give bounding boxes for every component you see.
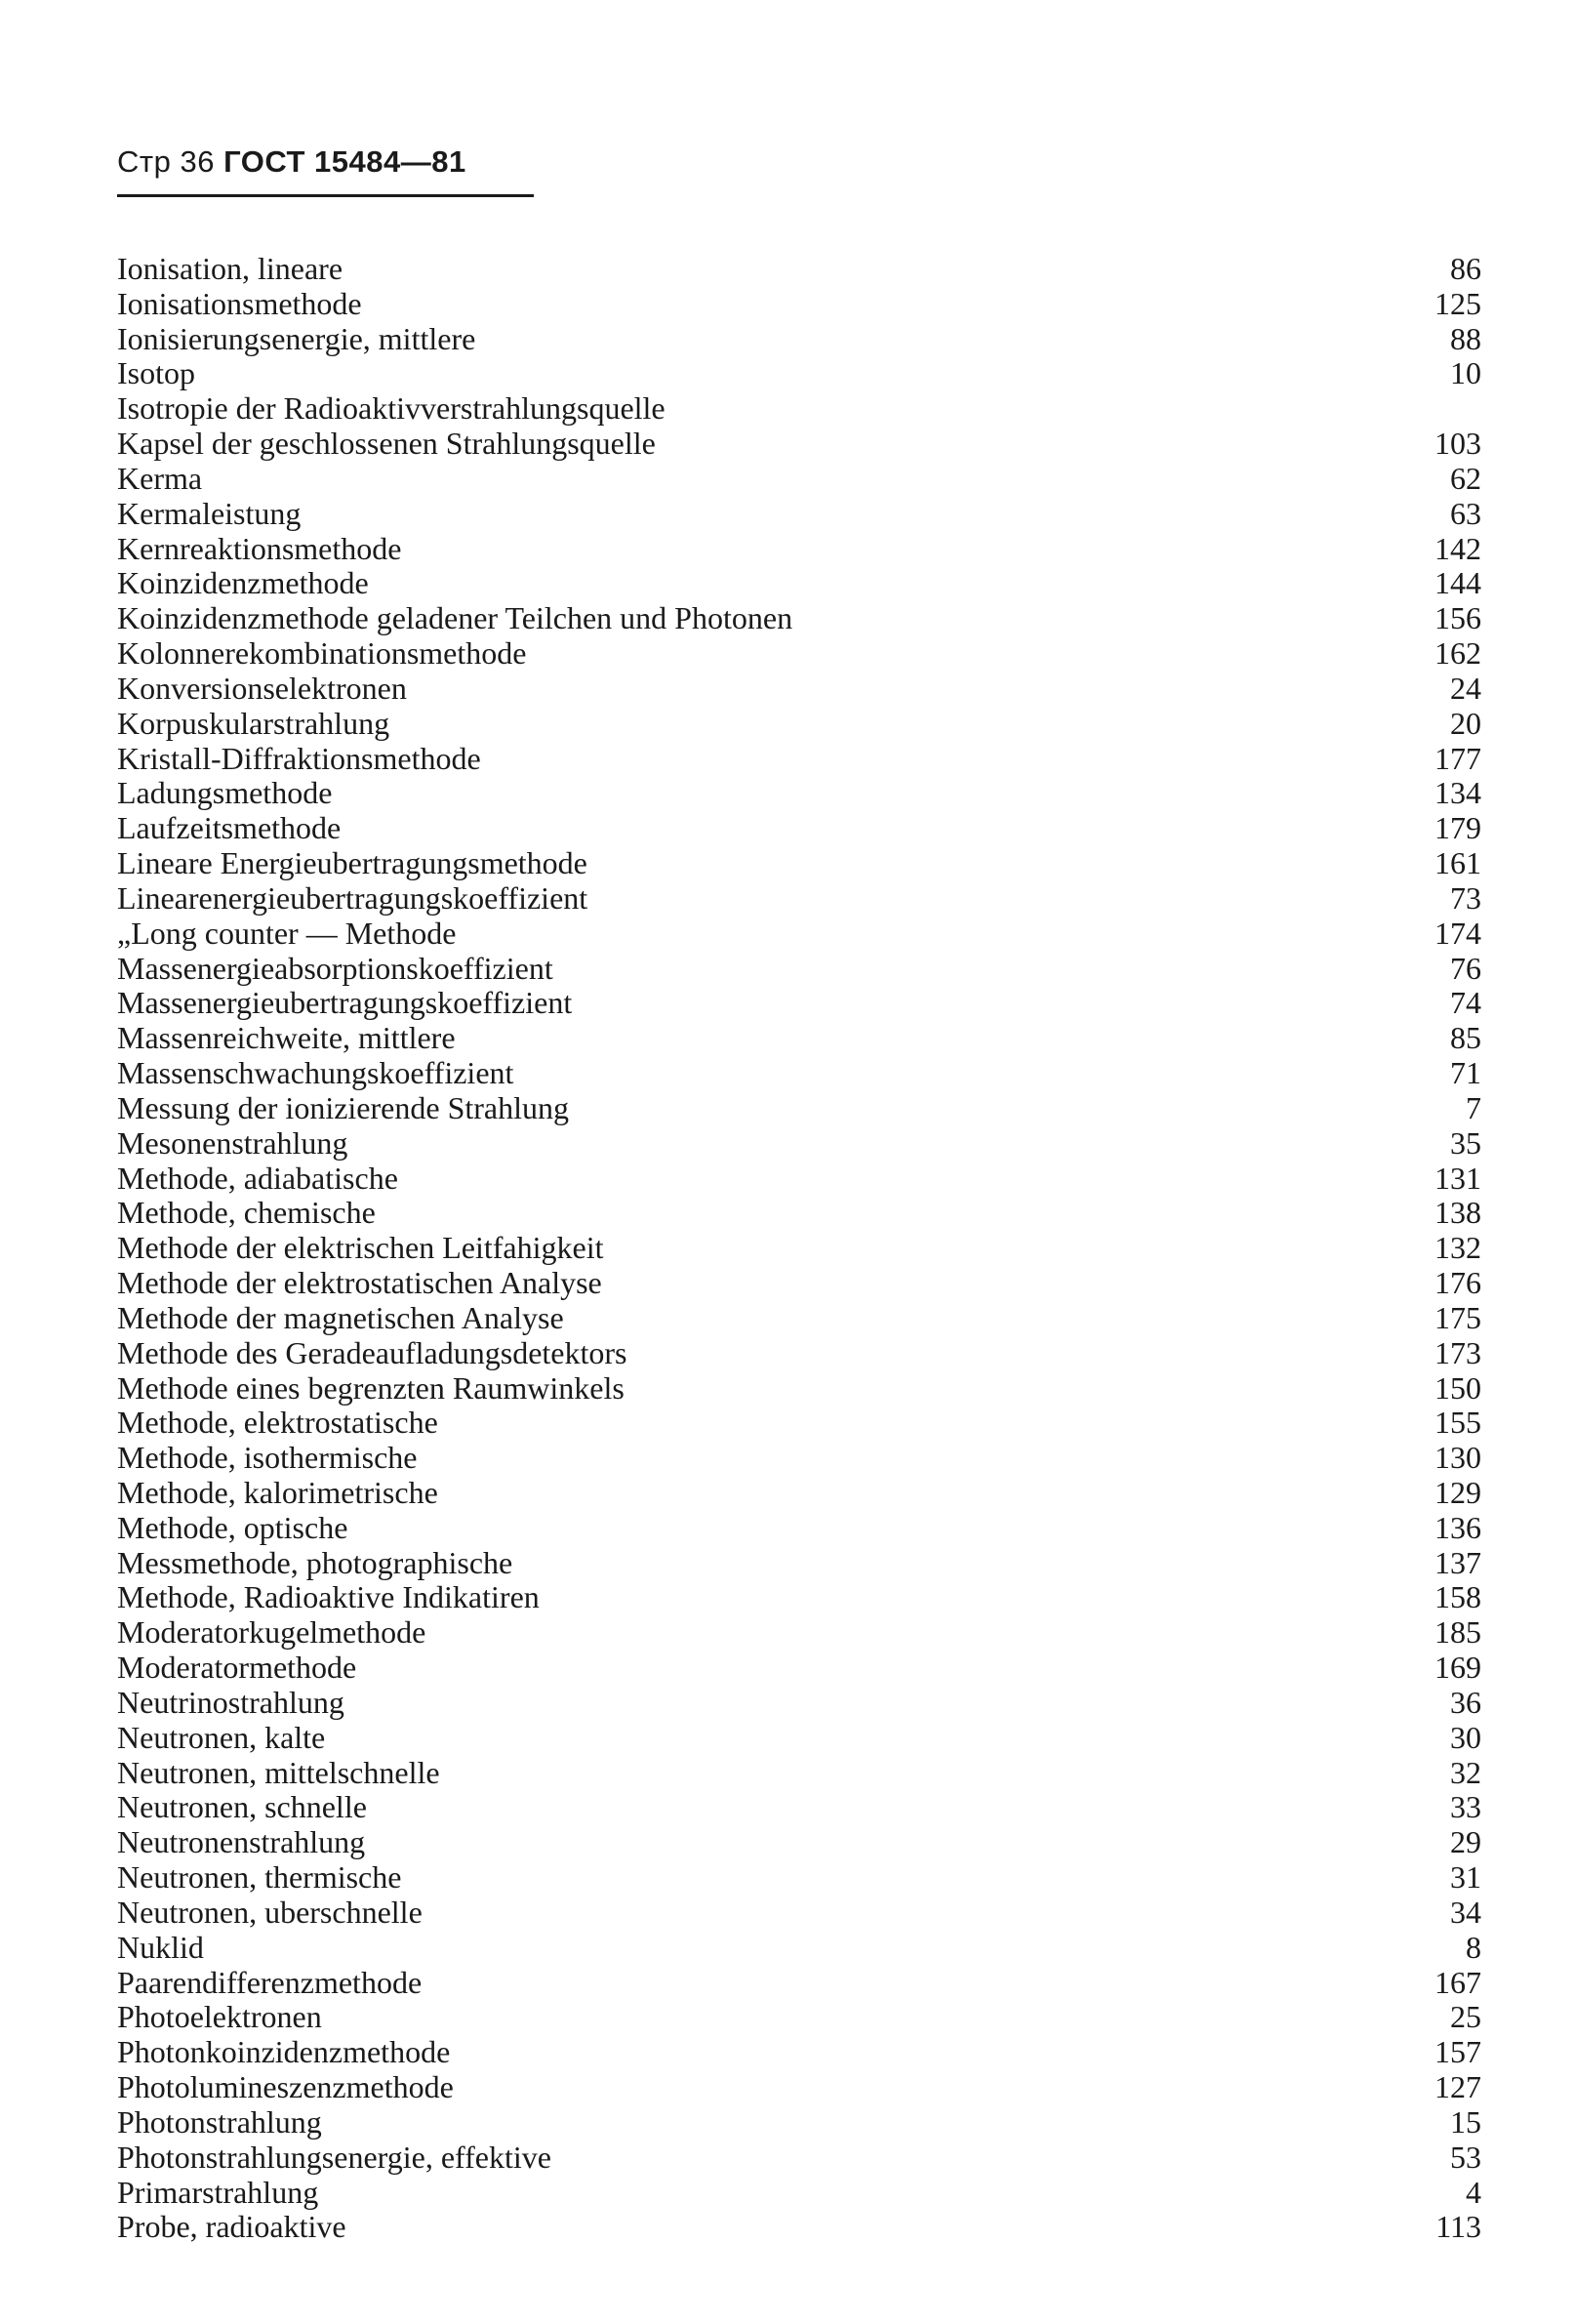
index-entry	[117, 742, 1481, 777]
index-entry	[117, 672, 1481, 707]
index-page-number: 31	[1450, 1859, 1481, 1896]
index-term: Korpuskularstrahlung	[117, 705, 390, 741]
index-entry	[117, 1126, 1481, 1162]
index-entry	[117, 566, 1481, 601]
index-page-number: 4	[1466, 2174, 1481, 2210]
index-entry	[117, 1966, 1481, 2001]
index-page-number: 130	[1434, 1440, 1481, 1476]
index-entry	[117, 986, 1481, 1021]
index-term: Massenergieabsorptionskoeffizient	[117, 950, 553, 986]
index-term: Paarendifferenzmethode	[117, 1964, 423, 2000]
index-page-number: 74	[1450, 985, 1481, 1021]
index-entry	[117, 1651, 1481, 1686]
index-term: Methode eines begrenzten Raumwinkels	[117, 1369, 625, 1406]
index-page-number: 53	[1450, 2139, 1481, 2175]
index-entry	[117, 2141, 1481, 2176]
index-entry	[117, 1231, 1481, 1266]
index-entry	[117, 1546, 1481, 1581]
index-page-number: 129	[1434, 1474, 1481, 1510]
index-term: Methode, elektrostatische	[117, 1405, 438, 1441]
index-page-number: 25	[1450, 1999, 1481, 2035]
index-term: Methode, chemische	[117, 1195, 376, 1231]
index-term: Neutrinostrahlung	[117, 1684, 344, 1720]
index-term: Photonkoinzidenzmethode	[117, 2034, 451, 2070]
index-page-number: 137	[1434, 1544, 1481, 1580]
index-term: Methode, optische	[117, 1509, 348, 1545]
index-entry	[117, 1931, 1481, 1966]
index-entry	[117, 462, 1481, 497]
index-page-number: 85	[1450, 1020, 1481, 1056]
index-page-number: 34	[1450, 1894, 1481, 1930]
index-entry	[117, 1790, 1481, 1825]
index-term: Methode des Geradeaufladungsdetektors	[117, 1334, 627, 1370]
index-page-number: 176	[1434, 1265, 1481, 1301]
index-page-number: 132	[1434, 1230, 1481, 1266]
index-term: Methode der elektrischen Leitfahigkeit	[117, 1230, 604, 1266]
index-page-number: 30	[1450, 1719, 1481, 1755]
index-page-number: 144	[1434, 565, 1481, 601]
index-term: Methode, isothermische	[117, 1440, 418, 1476]
index-page-number: 86	[1450, 251, 1481, 286]
index-entry	[117, 707, 1481, 742]
index-page-number: 103	[1434, 426, 1481, 462]
index-entry	[117, 2105, 1481, 2141]
index-page-number: 142	[1434, 530, 1481, 566]
index-term: Probe, radioaktive	[117, 2209, 346, 2245]
index-term: Photolumineszenzmethode	[117, 2069, 454, 2105]
index-entry	[117, 497, 1481, 532]
index-term: Ladungsmethode	[117, 775, 333, 811]
index-term: Lineare Energieubertragungsmethode	[117, 845, 587, 881]
index-page-number: 169	[1434, 1650, 1481, 1686]
index-page-number: 20	[1450, 705, 1481, 741]
index-term: Methode der magnetischen Analyse	[117, 1299, 564, 1335]
index-page-number: 7	[1466, 1089, 1481, 1125]
header-divider	[117, 194, 534, 197]
index-term: Massenschwachungskoeffizient	[117, 1055, 514, 1091]
index-term: Konversionselektronen	[117, 670, 407, 706]
index-page-number: 173	[1434, 1334, 1481, 1370]
index-entry	[117, 1476, 1481, 1511]
index-page-number: 158	[1434, 1579, 1481, 1615]
index-entry	[117, 776, 1481, 811]
index-entry	[117, 1266, 1481, 1301]
index-page-number: 157	[1434, 2034, 1481, 2070]
index-entry	[117, 1162, 1481, 1197]
index-entry	[117, 1371, 1481, 1407]
index-page-number: 113	[1435, 2209, 1481, 2245]
index-entry	[117, 1441, 1481, 1476]
index-page-number: 136	[1434, 1509, 1481, 1545]
index-page-number: 150	[1434, 1369, 1481, 1406]
index-entry	[117, 1825, 1481, 1860]
index-term: Ionisationsmethode	[117, 285, 362, 321]
index-term: Neutronen, uberschnelle	[117, 1894, 423, 1930]
index-term: Kristall-Diffraktionsmethode	[117, 740, 481, 776]
index-term: Isotropie der Radioaktivverstrahlungsquelle	[117, 390, 666, 427]
index-entry	[117, 1896, 1481, 1931]
index-term: Neutronenstrahlung	[117, 1824, 366, 1860]
index-term: Methode, Radioaktive Indikatiren	[117, 1579, 540, 1615]
index-page-number: 177	[1434, 740, 1481, 776]
index-page-number: 161	[1434, 845, 1481, 881]
index-page-number: 185	[1434, 1614, 1481, 1651]
index-entry	[117, 2210, 1481, 2245]
index-page-number: 88	[1450, 320, 1481, 356]
index-page-number: 162	[1434, 635, 1481, 672]
index-term: Messung der ionizierende Strahlung	[117, 1089, 569, 1125]
index-term: Kermaleistung	[117, 495, 302, 531]
index-term: Kerma	[117, 460, 203, 496]
index-term: Methode, kalorimetrische	[117, 1474, 438, 1510]
index-entry	[117, 532, 1481, 567]
index-page-number: 76	[1450, 950, 1481, 986]
index-entry	[117, 1406, 1481, 1441]
index-page-number: 134	[1434, 775, 1481, 811]
index-page-number: 24	[1450, 670, 1481, 706]
index-entry	[117, 1580, 1481, 1615]
index-page-number: 175	[1434, 1299, 1481, 1335]
index-page-number: 63	[1450, 495, 1481, 531]
index-term: Messmethode, photographische	[117, 1544, 513, 1580]
index-page-number: 125	[1434, 285, 1481, 321]
index-entry	[117, 2070, 1481, 2105]
index-entry	[117, 881, 1481, 917]
index-entry	[117, 1721, 1481, 1756]
index-term: Kernreaktionsmethode	[117, 530, 402, 566]
index-page-number: 167	[1434, 1964, 1481, 2000]
index-entry	[117, 1686, 1481, 1721]
index-page-number: 138	[1434, 1195, 1481, 1231]
index-term: Moderatorkugelmethode	[117, 1614, 426, 1651]
index-term: Kapsel der geschlossenen Strahlungsquelle	[117, 426, 656, 462]
index-term: Mesonenstrahlung	[117, 1124, 348, 1161]
index-entry	[117, 391, 1481, 427]
index-page-number: 131	[1434, 1160, 1481, 1196]
index-page-number: 32	[1450, 1754, 1481, 1790]
index-page-number: 33	[1450, 1789, 1481, 1825]
index-page-number: 15	[1450, 2103, 1481, 2140]
index-entry	[117, 1336, 1481, 1371]
index-entry	[117, 1021, 1481, 1056]
index-term: Neutronen, kalte	[117, 1719, 326, 1755]
index-entry	[117, 1860, 1481, 1896]
index-entry	[117, 917, 1481, 952]
page-prefix: Стр	[117, 144, 172, 179]
index-entry	[117, 1511, 1481, 1546]
index-entry	[117, 601, 1481, 636]
index-term: Ionisation, lineare	[117, 251, 343, 286]
page-number: 36	[180, 144, 215, 179]
index-term: Kolonnerekombinationsmethode	[117, 635, 527, 672]
index-entry	[117, 322, 1481, 357]
page-header	[117, 144, 466, 180]
index-term: Ionisierungsenergie, mittlere	[117, 320, 476, 356]
index-page-number: 36	[1450, 1684, 1481, 1720]
index-entry	[117, 1756, 1481, 1791]
index-list	[117, 252, 1481, 2245]
index-page-number: 35	[1450, 1124, 1481, 1161]
index-entry	[117, 1056, 1481, 1091]
index-term: Primarstrahlung	[117, 2174, 319, 2210]
index-term: Photonstrahlung	[117, 2103, 322, 2140]
index-term: Neutronen, schnelle	[117, 1789, 367, 1825]
index-entry	[117, 636, 1481, 672]
index-page-number: 71	[1450, 1055, 1481, 1091]
index-term: Isotop	[117, 355, 195, 391]
index-term: Neutronen, mittelschnelle	[117, 1754, 440, 1790]
index-entry	[117, 2035, 1481, 2070]
index-entry	[117, 1196, 1481, 1231]
index-term: Methode, adiabatische	[117, 1160, 398, 1196]
index-page-number: 8	[1466, 1929, 1481, 1965]
index-term: „Long counter — Methode	[117, 915, 457, 951]
index-page-number: 62	[1450, 460, 1481, 496]
index-entry	[117, 287, 1481, 322]
index-entry	[117, 1301, 1481, 1336]
index-term: Linearenergieubertragungskoeffizient	[117, 879, 588, 916]
index-entry	[117, 427, 1481, 462]
index-page-number: 155	[1434, 1405, 1481, 1441]
index-term: Laufzeitsmethode	[117, 810, 342, 846]
index-page-number: 10	[1450, 355, 1481, 391]
index-entry	[117, 846, 1481, 881]
index-term: Koinzidenzmethode	[117, 565, 369, 601]
index-term: Massenreichweite, mittlere	[117, 1020, 456, 1056]
index-term: Moderatormethode	[117, 1650, 357, 1686]
index-term: Photoelektronen	[117, 1999, 322, 2035]
index-entry	[117, 2000, 1481, 2035]
index-term: Methode der elektrostatischen Analyse	[117, 1265, 602, 1301]
standard-code: ГОСТ 15484—81	[223, 144, 466, 179]
index-page-number: 29	[1450, 1824, 1481, 1860]
index-page-number: 179	[1434, 810, 1481, 846]
index-page-number: 156	[1434, 600, 1481, 636]
index-entry	[117, 1091, 1481, 1126]
index-entry	[117, 952, 1481, 987]
index-term: Photonstrahlungsenergie, effektive	[117, 2139, 551, 2175]
index-entry	[117, 2176, 1481, 2211]
index-entry	[117, 811, 1481, 846]
index-page-number: 73	[1450, 879, 1481, 916]
index-entry	[117, 1615, 1481, 1651]
index-term: Koinzidenzmethode geladener Teilchen und Photonen	[117, 600, 793, 636]
index-term: Nuklid	[117, 1929, 204, 1965]
index-page-number: 174	[1434, 915, 1481, 951]
index-entry	[117, 252, 1481, 287]
index-term: Neutronen, thermische	[117, 1859, 402, 1896]
index-entry	[117, 356, 1481, 391]
index-term: Massenergieubertragungskoeffizient	[117, 985, 573, 1021]
index-page-number: 127	[1434, 2069, 1481, 2105]
